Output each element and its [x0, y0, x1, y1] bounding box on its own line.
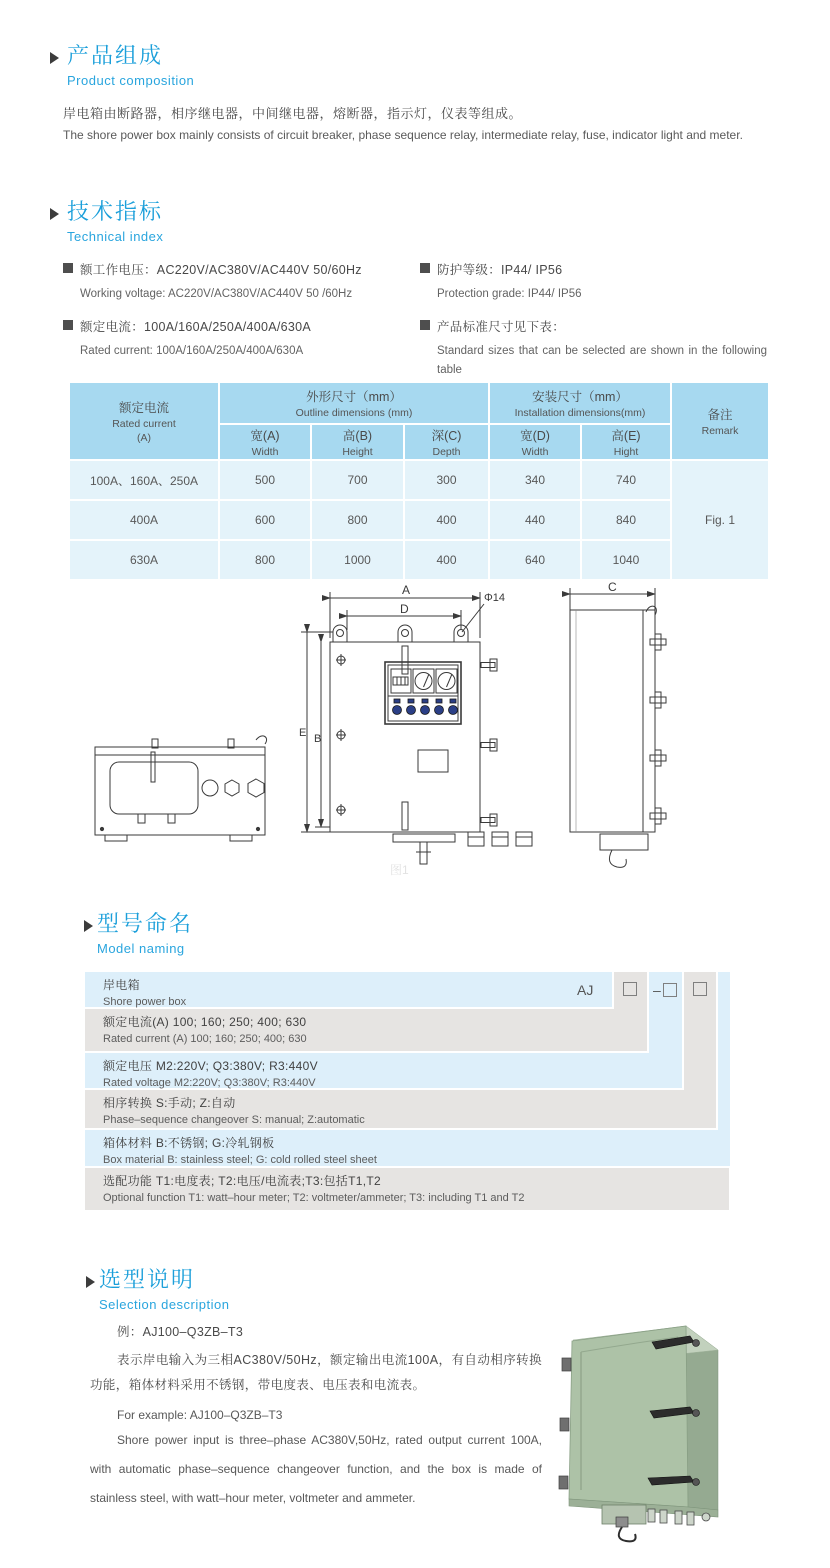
section-selection-header: [86, 1268, 229, 1312]
table-cell: 400: [405, 501, 488, 539]
table-cell: 600: [220, 501, 310, 539]
spec-column-left: [63, 260, 413, 373]
spec-item: 防护等级：IP44/ IP56: [420, 260, 772, 278]
section-arrow-icon: [50, 208, 59, 220]
dim-label-b: B: [314, 733, 322, 745]
table-cell: 800: [220, 541, 310, 579]
table-subhead: 深(C) Depth: [405, 425, 488, 459]
table-header-remark: 备注 Remark: [672, 383, 768, 459]
section-arrow-icon: [84, 920, 93, 932]
section-naming-header: [84, 912, 193, 956]
table-header-current: 额定电流 Rated current (A): [70, 383, 218, 459]
dim-label-a: A: [402, 583, 411, 597]
spec-item: 额定电流：100A/160A/250A/400A/630A: [63, 317, 413, 335]
front-view-drawing: [301, 592, 532, 864]
table-cell: 1000: [312, 541, 403, 579]
table-cell: 440: [490, 501, 580, 539]
model-naming-diagram: [85, 972, 733, 1212]
table-cell: 1040: [582, 541, 670, 579]
selection-body-cn: 表示岸电输入为三相AC380V/50Hz，额定输出电流100A，有自动相序转换功能，箱体材料采用不锈钢，带电度表、电压表和电流表。: [90, 1353, 542, 1392]
top-view-drawing: [95, 736, 267, 841]
table-cell: 840: [582, 501, 670, 539]
naming-row: 岸电箱 Shore power box: [85, 972, 612, 1007]
table-cell: 740: [582, 461, 670, 499]
section-subtitle: Product composition: [67, 73, 195, 89]
section-arrow-icon: [50, 52, 59, 64]
model-code-cell: [693, 982, 707, 996]
spec-item-en: Rated current: 100A/160A/250A/400A/630A: [80, 344, 304, 357]
table-cell: 630A: [70, 541, 218, 579]
naming-row: 选配功能 T1:电度表; T2:电压/电流表;T3:包括T1,T2 Optional function T1: watt–hour meter; T2: voltmeter/ammeter; T3: including T1 and T2: [85, 1168, 729, 1210]
table-subhead: 宽(A) Width: [220, 425, 310, 459]
bullet-square-icon: [63, 320, 73, 330]
table-cell: 300: [405, 461, 488, 499]
cabinet-photo: [548, 1310, 810, 1562]
section-arrow-icon: [86, 1276, 95, 1288]
table-cell: 400A: [70, 501, 218, 539]
selection-example-en: For example: AJ100–Q3ZB–T3: [117, 1408, 283, 1422]
code-box: [623, 982, 637, 996]
code-box: [693, 982, 707, 996]
spec-item: 额工作电压：AC220V/AC380V/AC440V 50/60Hz: [63, 260, 413, 278]
dim-label-phi: Φ14: [484, 592, 506, 604]
dim-label-e: E: [299, 727, 307, 739]
model-prefix: AJ: [577, 982, 594, 998]
spec-item-en: Standard sizes that can be selected are shown in the following table: [437, 344, 767, 377]
selection-text-block: [90, 1322, 542, 1513]
spec-item-en: Protection grade: IP44/ IP56: [437, 288, 582, 300]
figure-caption: 图1: [390, 863, 409, 877]
naming-row: 额定电流(A) 100; 160; 250; 400; 630 Rated current (A) 100; 160; 250; 400; 630: [85, 1009, 647, 1051]
table-header-install: 安装尺寸（mm） Installation dimensions(mm): [490, 383, 670, 423]
table-cell: 340: [490, 461, 580, 499]
table-cell-remark: Fig. 1: [672, 461, 768, 579]
section-subtitle: Selection description: [99, 1297, 230, 1313]
section-subtitle: Model naming: [97, 941, 185, 957]
section-title: 型号命名: [97, 911, 194, 936]
side-view-drawing: [570, 588, 666, 867]
bullet-square-icon: [63, 263, 73, 273]
meter-panel-drawing: [385, 662, 461, 724]
spec-item-en: Working voltage: AC220V/AC380V/AC440V 50 /60Hz: [80, 288, 353, 300]
code-box: [663, 983, 677, 997]
spec-item: 产品标准尺寸见下表：: [420, 317, 772, 335]
table-cell: 700: [312, 461, 403, 499]
bullet-square-icon: [420, 320, 430, 330]
section-title: 产品组成: [67, 43, 164, 68]
naming-row: 相序转换 S:手动; Z:自动 Phase–sequence changeover S: manual; Z:automatic: [85, 1090, 716, 1128]
selection-example-cn: 例：AJ100–Q3ZB–T3: [117, 1325, 244, 1339]
technical-drawing: [60, 582, 780, 892]
dim-label-c: C: [608, 582, 617, 594]
naming-row: 额定电压 M2:220V; Q3:380V; R3:440V Rated voltage M2:220V; Q3:380V; R3:440V: [85, 1053, 682, 1088]
model-code-cell: [623, 982, 637, 996]
table-cell: 500: [220, 461, 310, 499]
naming-row: 箱体材料 B:不锈钢; G:冷轧钢板 Box material B: stainless steel; G: cold rolled steel sheet: [85, 1130, 730, 1166]
section-technical-header: [50, 200, 163, 244]
table-cell: 640: [490, 541, 580, 579]
table-subhead: 高(E) Hight: [582, 425, 670, 459]
selection-body-en: Shore power input is three–phase AC380V,50Hz, rated output current 100A, with automatic phase–sequence changeover function, and the box is made of stainless steel, with watt–hour meter, voltmeter and ammeter.: [90, 1433, 542, 1505]
table-subhead: 宽(D) Width: [490, 425, 580, 459]
section-composition-header: [50, 44, 194, 88]
section-title: 技术指标: [67, 199, 164, 224]
table-cell: 400: [405, 541, 488, 579]
table-subhead: 高(B) Height: [312, 425, 403, 459]
table-cell: 100A、160A、250A: [70, 461, 218, 499]
spec-column-right: [420, 260, 772, 393]
composition-text-cn: 岸电箱由断路器，相序继电器，中间继电器，熔断器，指示灯，仪表等组成。: [63, 106, 523, 121]
table-header-outline: 外形尺寸（mm） Outline dimensions (mm): [220, 383, 488, 423]
section-title: 选型说明: [99, 1267, 196, 1292]
table-cell: 800: [312, 501, 403, 539]
dim-label-d: D: [400, 602, 409, 616]
section-subtitle: Technical index: [67, 229, 164, 245]
bullet-square-icon: [420, 263, 430, 273]
composition-text-en: The shore power box mainly consists of circuit breaker, phase sequence relay, intermediate relay, fuse, indicator light and meter.: [63, 128, 743, 142]
model-code-cell: –: [653, 982, 677, 998]
dimensions-table: [70, 383, 770, 579]
